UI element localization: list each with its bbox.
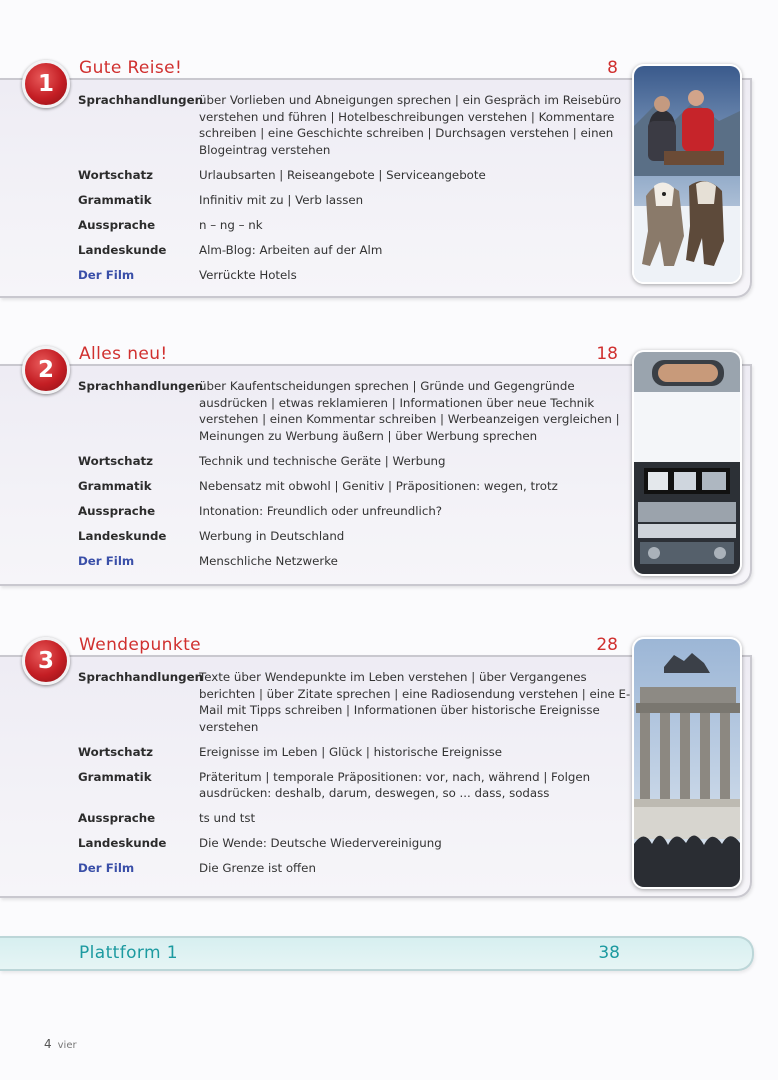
row-value: Infinitiv mit zu | Verb lassen bbox=[199, 192, 364, 207]
table-row bbox=[78, 192, 638, 209]
row-label: Wortschatz bbox=[78, 167, 154, 182]
unit-content-table bbox=[78, 378, 638, 578]
table-row bbox=[78, 453, 638, 470]
row-label: Grammatik bbox=[78, 769, 152, 784]
row-value: über Kaufentscheidungen sprechen | Gründe und Gegengründe ausdrücken | etwas reklamieren | Informationen über neue Technik verstehen | einen Kommentar schreiben | Werbeanzeigen vergleichen | Meinungen zu Werbung äußern | über Werbung sprechen bbox=[199, 379, 620, 443]
unit-number-badge: 2 bbox=[22, 346, 70, 394]
row-label: Sprachhandlungen bbox=[78, 379, 203, 393]
row-label: Aussprache bbox=[78, 503, 156, 518]
plattform-bar bbox=[0, 936, 754, 971]
table-row bbox=[78, 860, 638, 877]
unit-content-table bbox=[78, 92, 638, 292]
row-value: Intonation: Freundlich oder unfreundlich? bbox=[199, 503, 443, 518]
plattform-page-number[interactable]: 38 bbox=[598, 943, 620, 963]
table-row bbox=[78, 242, 638, 259]
dog-sled-image bbox=[634, 66, 740, 282]
plattform-title[interactable]: Plattform 1 bbox=[79, 943, 178, 963]
unit-3 bbox=[0, 637, 752, 898]
row-value: Texte über Wendepunkte im Leben verstehen | über Vergangenes berichten | über Zitate sprechen | eine Radiosendung verstehen | eine E-Mail mit Tipps schreiben | Informationen über historische Ereignisse verstehen bbox=[199, 670, 631, 734]
unit-1 bbox=[0, 60, 752, 298]
row-value: über Vorlieben und Abneigungen sprechen | ein Gespräch im Reisebüro verstehen und führen | Hotelbeschreibungen verstehen | Kommentare schreiben | eine Geschichte schreiben | Durchsagen verstehen | einen Blogeintrag verstehen bbox=[199, 93, 622, 157]
table-row bbox=[78, 92, 638, 158]
unit-title[interactable]: Gute Reise! bbox=[79, 58, 183, 78]
table-row bbox=[78, 378, 638, 444]
row-value: Menschliche Netzwerke bbox=[199, 553, 338, 568]
row-label: Sprachhandlungen bbox=[78, 670, 203, 684]
row-label-film: Der Film bbox=[78, 267, 135, 282]
row-label: Landeskunde bbox=[78, 242, 167, 257]
table-row bbox=[78, 217, 638, 234]
row-value: Präteritum | temporale Präpositionen: vor, nach, während | Folgen ausdrücken: deshalb, darum, deswegen, so ... dass, sodass bbox=[199, 769, 591, 800]
unit-title[interactable]: Alles neu! bbox=[79, 344, 168, 364]
row-label: Grammatik bbox=[78, 478, 152, 493]
row-label: Landeskunde bbox=[78, 528, 167, 543]
brandenburg-gate-image bbox=[634, 639, 740, 887]
unit-page-number[interactable]: 8 bbox=[607, 58, 618, 78]
table-row bbox=[78, 478, 638, 495]
table-row bbox=[78, 810, 638, 827]
row-value: Die Grenze ist offen bbox=[199, 861, 316, 875]
row-value: Technik und technische Geräte | Werbung bbox=[199, 453, 446, 468]
row-label: Wortschatz bbox=[78, 453, 154, 468]
table-row bbox=[78, 744, 638, 761]
row-value: Verrückte Hotels bbox=[199, 267, 297, 282]
row-value: Ereignisse im Leben | Glück | historische Ereignisse bbox=[199, 744, 503, 759]
table-row bbox=[78, 553, 638, 570]
table-row bbox=[78, 769, 638, 802]
row-label-film: Der Film bbox=[78, 553, 135, 568]
brandenburg-gate-photo bbox=[632, 637, 742, 889]
row-label: Sprachhandlungen bbox=[78, 93, 203, 107]
table-row bbox=[78, 528, 638, 545]
car-dashboard-image bbox=[634, 352, 740, 574]
row-value: Die Wende: Deutsche Wiedervereinigung bbox=[199, 836, 442, 850]
unit-number-badge: 3 bbox=[22, 637, 70, 685]
unit-page-number[interactable]: 18 bbox=[596, 344, 618, 364]
row-value: Nebensatz mit obwohl | Genitiv | Präpositionen: wegen, trotz bbox=[199, 478, 558, 493]
row-label: Aussprache bbox=[78, 217, 156, 232]
page-footer bbox=[44, 1037, 77, 1051]
row-label: Grammatik bbox=[78, 192, 152, 207]
page-number: 4 bbox=[44, 1037, 52, 1051]
table-row bbox=[78, 835, 638, 852]
table-row bbox=[78, 267, 638, 284]
row-label: Wortschatz bbox=[78, 744, 154, 759]
table-row bbox=[78, 167, 638, 184]
unit-number-badge: 1 bbox=[22, 60, 70, 108]
page-number-word: vier bbox=[57, 1040, 77, 1051]
row-value: Alm-Blog: Arbeiten auf der Alm bbox=[199, 242, 383, 257]
row-label: Landeskunde bbox=[78, 836, 167, 850]
unit-content-table bbox=[78, 669, 638, 885]
row-label: Aussprache bbox=[78, 811, 156, 825]
unit-2 bbox=[0, 346, 752, 586]
row-label-film: Der Film bbox=[78, 861, 135, 875]
table-row bbox=[78, 503, 638, 520]
unit-title[interactable]: Wendepunkte bbox=[79, 635, 202, 655]
table-row bbox=[78, 669, 638, 735]
unit-page-number[interactable]: 28 bbox=[596, 635, 618, 655]
row-value: n – ng – nk bbox=[199, 217, 263, 232]
dog-sled-photo bbox=[632, 64, 742, 284]
row-value: Urlaubsarten | Reiseangebote | Serviceangebote bbox=[199, 167, 486, 182]
row-value: Werbung in Deutschland bbox=[199, 528, 345, 543]
car-dashboard-photo bbox=[632, 350, 742, 576]
row-value: ts und tst bbox=[199, 811, 256, 825]
